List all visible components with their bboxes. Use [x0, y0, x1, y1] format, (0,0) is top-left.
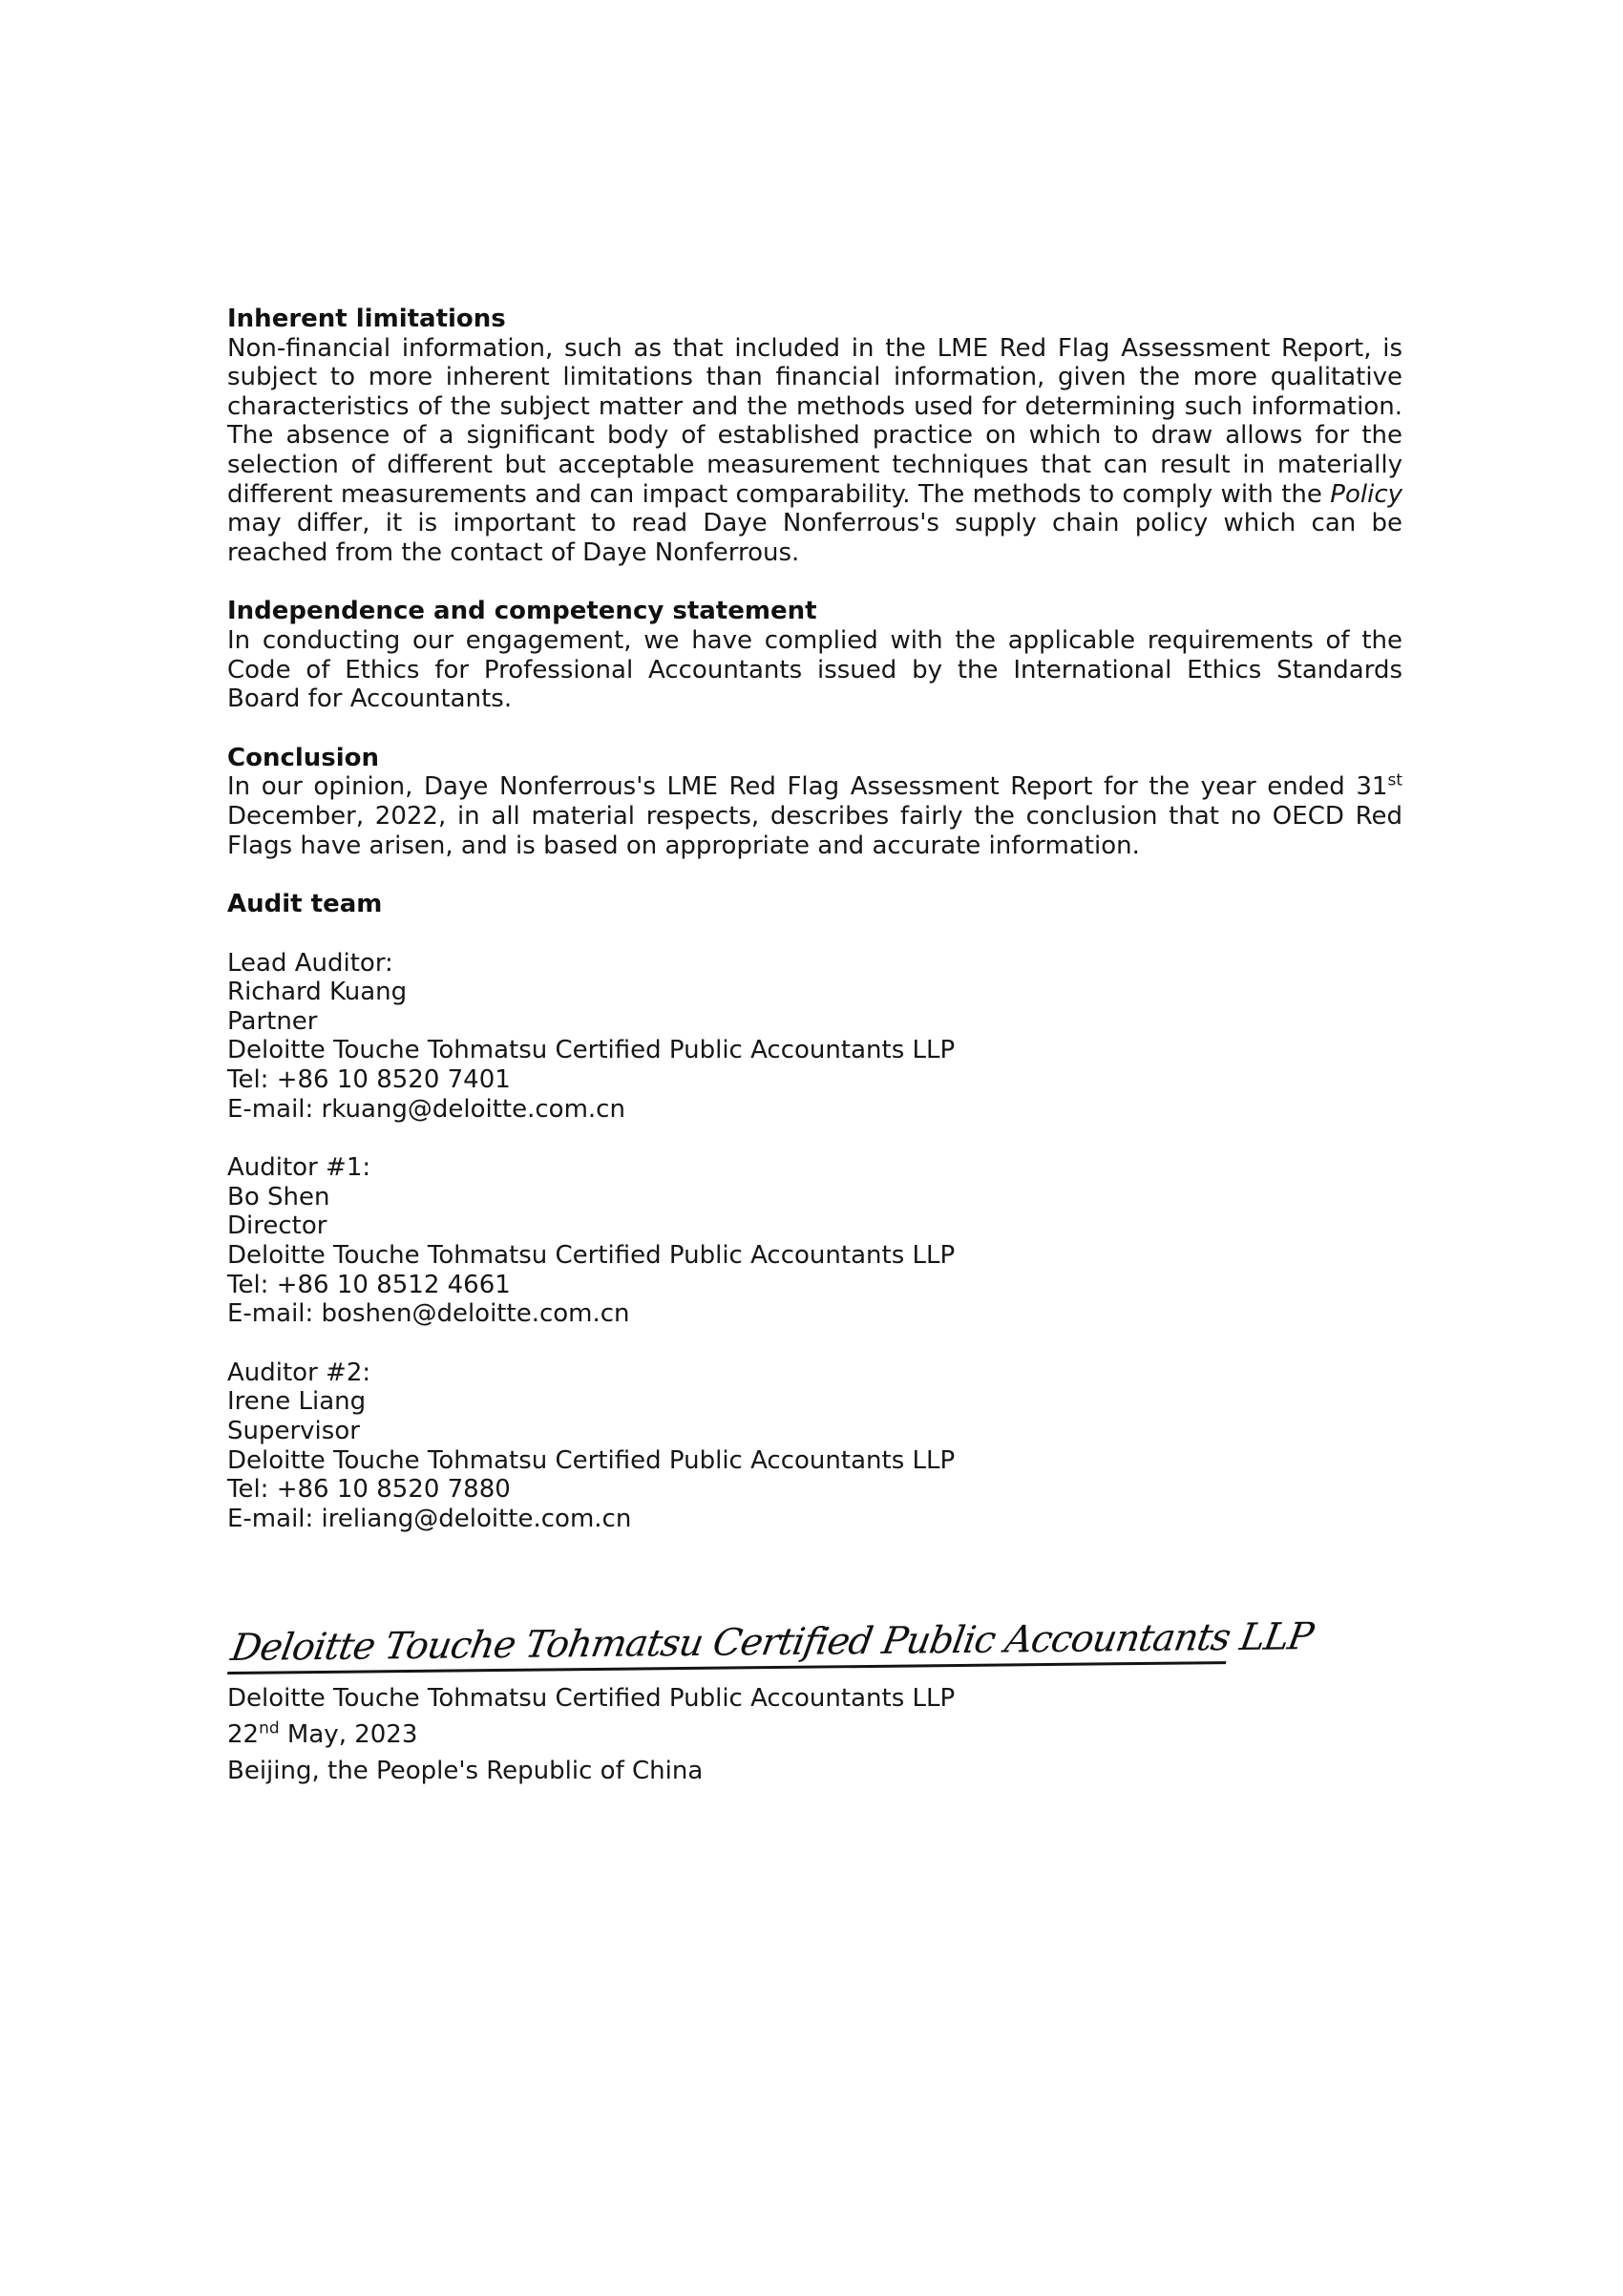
auditor-name: Richard Kuang [227, 978, 408, 1007]
conclusion-text-before-sup: In our opinion, Daye Nonferrous's LME Red Flag Assessment Report for the year ended 31 [227, 772, 1388, 802]
signoff-date [227, 1717, 1402, 1753]
auditor-tel: Tel: +86 10 8520 7880 [227, 1475, 511, 1505]
paragraph-independence: In conducting our engagement, we have complied with the applicable requirements of the Code of Ethics for Professional Accountants issued by the International Ethics Standards Board for Accountants. [227, 625, 1402, 714]
auditor-name: Bo Shen [227, 1182, 330, 1211]
conclusion-text-after-sup: December, 2022, in all material respects, describes fairly the conclusion that no OECD Red Flags have arisen, and is based on appropriate and accurate information. [227, 801, 1402, 860]
signoff-location: Beijing, the People's Republic of China [227, 1757, 704, 1786]
paragraph-inherent-limitations [227, 334, 1402, 568]
auditor-name: Irene Liang [227, 1387, 367, 1417]
auditor-email: E-mail: rkuang@deloitte.com.cn [227, 1094, 625, 1124]
auditor-firm: Deloitte Touche Tohmatsu Certified Public Accountants LLP [227, 1445, 956, 1475]
section-conclusion [227, 744, 1402, 860]
section-independence [227, 597, 1402, 713]
auditor-block-2 [227, 1359, 1402, 1534]
paragraph-conclusion [227, 772, 1402, 860]
handwritten-signature [227, 1612, 1317, 1675]
auditor-role-label: Lead Auditor: [227, 948, 393, 978]
inherent-text-after-policy: may differ, it is important to read Daye Nonferrous's supply chain policy which can be reached from the contact of Daye Nonferrous. [227, 509, 1402, 567]
policy-italic-term: Policy [1330, 479, 1402, 509]
auditor-block-1 [227, 1153, 1402, 1329]
signoff-firm-name: Deloitte Touche Tohmatsu Certified Public Accountants LLP [227, 1684, 956, 1714]
auditor-role-label: Auditor #2: [227, 1358, 371, 1387]
signoff-lines [227, 1680, 1402, 1789]
heading-conclusion: Conclusion [227, 743, 380, 772]
auditor-title: Partner [227, 1006, 318, 1036]
auditor-tel: Tel: +86 10 8520 7401 [227, 1065, 511, 1095]
heading-inherent-limitations: Inherent limitations [227, 305, 506, 333]
auditor-role-label: Auditor #1: [227, 1153, 371, 1183]
heading-independence: Independence and competency statement [227, 597, 817, 626]
document-content [227, 305, 1402, 1789]
auditor-title: Director [227, 1211, 327, 1241]
auditor-firm: Deloitte Touche Tohmatsu Certified Public Accountants LLP [227, 1241, 956, 1271]
signoff-block [227, 1615, 1402, 1789]
auditor-tel: Tel: +86 10 8512 4661 [227, 1270, 511, 1299]
signature-tail-text: LLP [1226, 1615, 1317, 1660]
section-audit-team [227, 890, 1402, 1533]
auditor-title: Supervisor [227, 1417, 360, 1445]
signature-underlined-text: Deloitte Touche Tohmatsu Certified Public Accountants [227, 1616, 1233, 1675]
auditor-email: E-mail: ireliang@deloitte.com.cn [227, 1504, 632, 1533]
signoff-date-rest: May, 2023 [279, 1720, 418, 1750]
auditor-block-lead [227, 949, 1402, 1125]
superscript-st: st [1387, 770, 1402, 790]
superscript-nd: nd [259, 1718, 280, 1738]
auditor-email: E-mail: boshen@deloitte.com.cn [227, 1299, 630, 1329]
signoff-date-day: 22 [227, 1720, 260, 1750]
heading-audit-team: Audit team [227, 890, 383, 919]
section-inherent-limitations [227, 305, 1402, 567]
inherent-text-before-policy: Non-financial information, such as that included in the LME Red Flag Assessment Report, is subject to more inherent limitations than financial information, given the more qualitative characteristics of the subject matter and the methods used for determining such information. The absence of a significant body of established practice on which to draw allows for the selection of different but acceptable measurement techniques that can result in materially different measurements and can impact comparability. The methods to comply with the [227, 333, 1402, 509]
auditor-firm: Deloitte Touche Tohmatsu Certified Public Accountants LLP [227, 1036, 956, 1065]
